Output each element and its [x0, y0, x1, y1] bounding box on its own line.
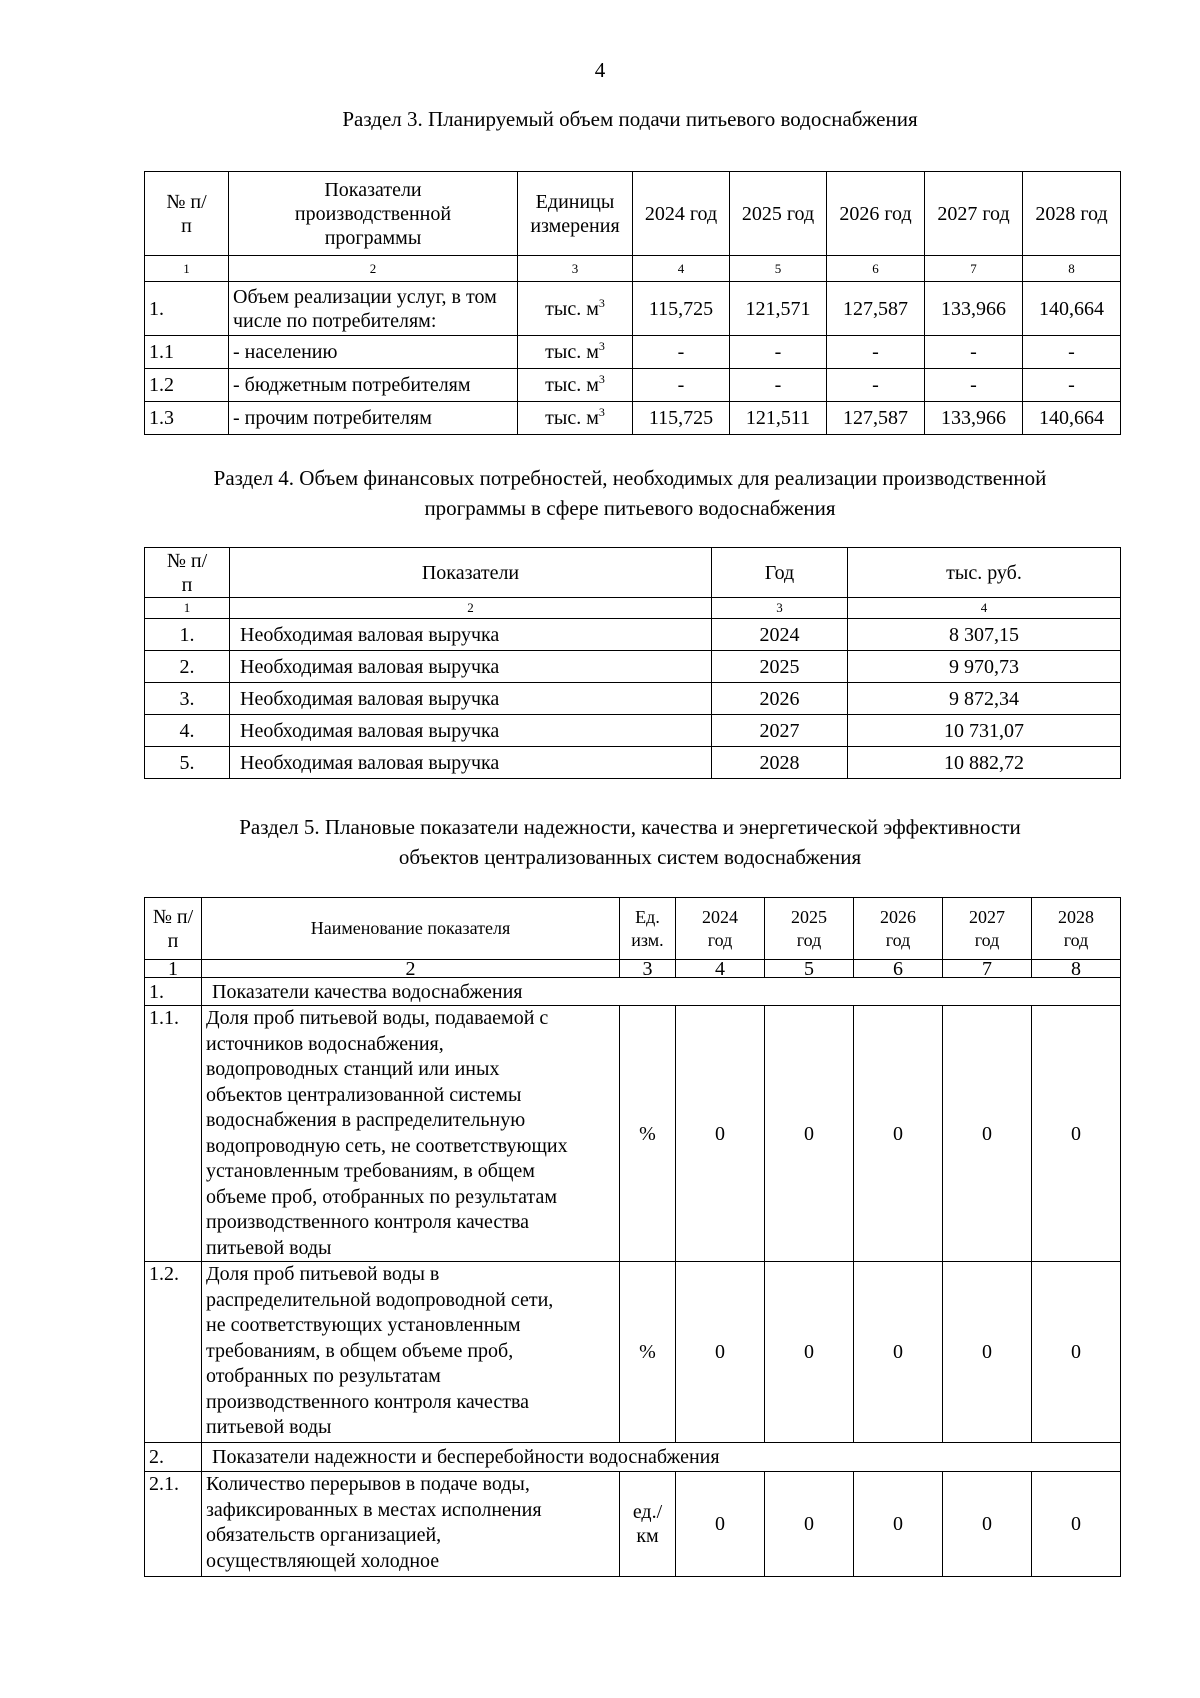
header-cell: тыс. руб. — [848, 548, 1121, 598]
row-unit: % — [620, 1262, 676, 1443]
value-cell: - — [827, 336, 925, 369]
value-cell: 0 — [676, 1472, 765, 1577]
value-cell: - — [827, 369, 925, 402]
row-name-line: осуществляющей холодное — [206, 1549, 440, 1572]
row-name-line: питьевой воды — [206, 1236, 332, 1259]
header-cell: 2026 год — [827, 172, 925, 256]
table-row — [145, 1262, 1121, 1443]
table-row — [145, 683, 1121, 715]
row-number: 1.1 — [145, 336, 229, 369]
row-name-line: распределительной водопроводной сети, — [206, 1288, 554, 1311]
value-cell: - — [730, 336, 827, 369]
header-cell: Показатели — [230, 548, 712, 598]
value-cell: 0 — [854, 1472, 943, 1577]
value-cell: - — [925, 336, 1023, 369]
column-number: 2 — [230, 598, 712, 619]
row-year: 2028 — [712, 747, 848, 779]
value-cell: 0 — [943, 1472, 1032, 1577]
section5-table — [144, 897, 1121, 1577]
group-number: 2. — [145, 1443, 202, 1472]
row-name-line: установленным требованиям, в общем — [206, 1160, 535, 1182]
value-cell: 0 — [943, 1006, 1032, 1262]
row-name: Необходимая валовая выручка — [230, 715, 712, 747]
row-name-line: обязательств организацией, — [206, 1524, 442, 1546]
row-amount: 9 872,34 — [848, 683, 1121, 715]
row-name-line: водопроводную сеть, не соответствующих — [206, 1134, 568, 1157]
table-row — [145, 282, 1121, 336]
row-number: 2. — [145, 651, 230, 683]
row-amount: 9 970,73 — [848, 651, 1121, 683]
column-number: 3 — [620, 960, 676, 978]
section4-title-line1: Раздел 4. Объем финансовых потребностей, необходимых для реализации производственной — [213, 466, 1047, 490]
row-unit — [518, 402, 633, 435]
column-number: 5 — [730, 256, 827, 282]
value-cell: 115,725 — [633, 282, 730, 336]
value-cell: 0 — [765, 1262, 854, 1443]
column-number-row — [145, 256, 1121, 282]
row-number: 1.2 — [145, 369, 229, 402]
header-cell: 2028 год — [1023, 172, 1121, 256]
table-row — [145, 336, 1121, 369]
value-cell: 0 — [765, 1472, 854, 1577]
column-number: 6 — [854, 960, 943, 978]
row-amount: 8 307,15 — [848, 619, 1121, 651]
value-cell: 0 — [1032, 1006, 1121, 1262]
row-name-line: Доля проб питьевой воды, подаваемой с — [206, 1007, 549, 1029]
value-cell: - — [633, 336, 730, 369]
column-number: 2 — [229, 256, 518, 282]
section3-table — [144, 171, 1121, 435]
table-header-row — [145, 548, 1121, 598]
row-number: 1.1. — [145, 1006, 202, 1262]
section5-title-line2: объектов централизованных систем водоснабжения — [398, 845, 862, 869]
row-name: Необходимая валовая выручка — [230, 747, 712, 779]
row-name-line: производственного контроля качества — [206, 1390, 530, 1413]
row-amount: 10 882,72 — [848, 747, 1121, 779]
column-number: 1 — [145, 598, 230, 619]
table-row — [145, 402, 1121, 435]
unit-superscript: 3 — [598, 372, 605, 386]
row-name-line: питьевой воды — [206, 1416, 332, 1438]
row-name: - бюджетным потребителям — [229, 369, 518, 402]
column-number: 4 — [633, 256, 730, 282]
column-number: 4 — [676, 960, 765, 978]
table-row — [145, 619, 1121, 651]
section4-title — [140, 463, 1120, 523]
header-cell: 2025 год — [730, 172, 827, 256]
value-cell: - — [925, 369, 1023, 402]
header-cell: 2027 год — [943, 898, 1032, 960]
group-number: 1. — [145, 978, 202, 1006]
header-cell: Наименование показателя — [202, 898, 620, 960]
row-amount: 10 731,07 — [848, 715, 1121, 747]
unit-superscript: 3 — [598, 295, 605, 310]
unit-text: тыс. м — [545, 297, 599, 320]
value-cell: - — [1023, 369, 1121, 402]
header-cell: № п/п — [145, 172, 229, 256]
row-name: Необходимая валовая выручка — [230, 683, 712, 715]
column-number: 5 — [765, 960, 854, 978]
column-number: 8 — [1032, 960, 1121, 978]
column-number-row — [145, 960, 1121, 978]
row-number: 1.2. — [145, 1262, 202, 1443]
row-name — [202, 1006, 620, 1262]
header-cell: 2026 год — [854, 898, 943, 960]
header-cell: Ед. изм. — [620, 898, 676, 960]
unit-text: тыс. м — [545, 374, 599, 396]
row-unit: % — [620, 1006, 676, 1262]
row-name: Необходимая валовая выручка — [230, 651, 712, 683]
row-name-line: источников водоснабжения, — [206, 1032, 444, 1055]
group-name: Показатели качества водоснабжения — [202, 978, 1121, 1006]
value-cell: 140,664 — [1023, 282, 1121, 336]
unit-line: ед./ — [632, 1501, 663, 1523]
row-name — [202, 1472, 620, 1577]
column-number: 1 — [145, 256, 229, 282]
column-number: 7 — [925, 256, 1023, 282]
row-name-line: требованиям, в общем объеме проб, — [206, 1339, 514, 1362]
value-cell: 133,966 — [925, 282, 1023, 336]
unit-text: тыс. м — [545, 341, 599, 363]
row-year: 2025 — [712, 651, 848, 683]
row-name-line: объектов централизованной системы — [206, 1083, 522, 1106]
value-cell: 0 — [676, 1006, 765, 1262]
value-cell: 0 — [765, 1006, 854, 1262]
header-cell: 2027 год — [925, 172, 1023, 256]
value-cell: 0 — [943, 1262, 1032, 1443]
row-name: - населению — [229, 336, 518, 369]
row-unit — [518, 282, 633, 336]
section5-title-line1: Раздел 5. Плановые показатели надежности, качества и энергетической эффективности — [239, 815, 1021, 839]
row-year: 2024 — [712, 619, 848, 651]
table-row — [145, 651, 1121, 683]
unit-superscript: 3 — [598, 405, 605, 419]
row-name — [202, 1262, 620, 1443]
group-name: Показатели надежности и бесперебойности водоснабжения — [202, 1443, 1121, 1472]
row-name-line: отобранных по результатам — [206, 1365, 441, 1387]
header-cell: 2028 год — [1032, 898, 1121, 960]
header-cell: Год — [712, 548, 848, 598]
row-number: 1. — [145, 619, 230, 651]
row-number: 2.1. — [145, 1472, 202, 1577]
column-number-row — [145, 598, 1121, 619]
row-unit — [518, 336, 633, 369]
value-cell: 127,587 — [827, 402, 925, 435]
row-name: Объем реализации услуг, в том числе по потребителям: — [229, 282, 518, 336]
row-unit — [620, 1472, 676, 1577]
header-cell: 2024 год — [676, 898, 765, 960]
row-name-line: объеме проб, отобранных по результатам — [206, 1185, 558, 1208]
row-name-line: зафиксированных в местах исполнения — [206, 1498, 542, 1521]
row-name: Необходимая валовая выручка — [230, 619, 712, 651]
row-name-line: не соответствующих установленным — [206, 1314, 521, 1336]
section3-title: Раздел 3. Планируемый объем подачи питьевого водоснабжения — [342, 107, 918, 131]
value-cell: 140,664 — [1023, 402, 1121, 435]
header-cell: 2025 год — [765, 898, 854, 960]
group-row — [145, 1443, 1121, 1472]
row-number: 5. — [145, 747, 230, 779]
header-cell: Показатели производственной программы — [229, 172, 518, 256]
value-cell: 121,571 — [730, 282, 827, 336]
table-header-row — [145, 898, 1121, 960]
value-cell: 121,511 — [730, 402, 827, 435]
row-year: 2026 — [712, 683, 848, 715]
row-name: - прочим потребителям — [229, 402, 518, 435]
table-row — [145, 715, 1121, 747]
unit-superscript: 3 — [598, 339, 605, 353]
row-unit — [518, 369, 633, 402]
row-number: 3. — [145, 683, 230, 715]
table-header-row — [145, 172, 1121, 256]
value-cell: 0 — [854, 1262, 943, 1443]
value-cell: - — [633, 369, 730, 402]
unit-line: км — [636, 1525, 659, 1547]
table-row — [145, 1006, 1121, 1262]
section5-title — [140, 812, 1120, 872]
row-name-line: производственного контроля качества — [206, 1211, 530, 1233]
column-number: 4 — [848, 598, 1121, 619]
row-number: 4. — [145, 715, 230, 747]
header-cell: 2024 год — [633, 172, 730, 256]
value-cell: - — [730, 369, 827, 402]
section4-title-line2: программы в сфере питьевого водоснабжения — [424, 496, 836, 520]
column-number: 3 — [712, 598, 848, 619]
unit-text: тыс. м — [545, 407, 599, 429]
column-number: 6 — [827, 256, 925, 282]
value-cell: - — [1023, 336, 1121, 369]
section4-table — [144, 547, 1121, 779]
column-number: 8 — [1023, 256, 1121, 282]
value-cell: 127,587 — [827, 282, 925, 336]
row-name-line: Количество перерывов в подаче воды, — [206, 1473, 530, 1495]
header-cell: № п/п — [145, 548, 230, 598]
row-name-line: Доля проб питьевой воды в — [206, 1263, 440, 1285]
column-number: 3 — [518, 256, 633, 282]
column-number: 7 — [943, 960, 1032, 978]
row-name-line: водоснабжения в распределительную — [206, 1109, 526, 1131]
row-number: 1.3 — [145, 402, 229, 435]
row-year: 2027 — [712, 715, 848, 747]
value-cell: 0 — [1032, 1262, 1121, 1443]
column-number: 2 — [202, 960, 620, 978]
column-number: 1 — [145, 960, 202, 978]
header-cell: № п/п — [145, 898, 202, 960]
value-cell: 133,966 — [925, 402, 1023, 435]
value-cell: 115,725 — [633, 402, 730, 435]
group-row — [145, 978, 1121, 1006]
table-row — [145, 747, 1121, 779]
value-cell: 0 — [1032, 1472, 1121, 1577]
table-row — [145, 1472, 1121, 1577]
row-number: 1. — [145, 282, 229, 336]
value-cell: 0 — [676, 1262, 765, 1443]
value-cell: 0 — [854, 1006, 943, 1262]
page-number: 4 — [594, 58, 606, 82]
row-name-line: водопроводных станций или иных — [206, 1058, 500, 1080]
table-row — [145, 369, 1121, 402]
header-cell: Единицы измерения — [518, 172, 633, 256]
